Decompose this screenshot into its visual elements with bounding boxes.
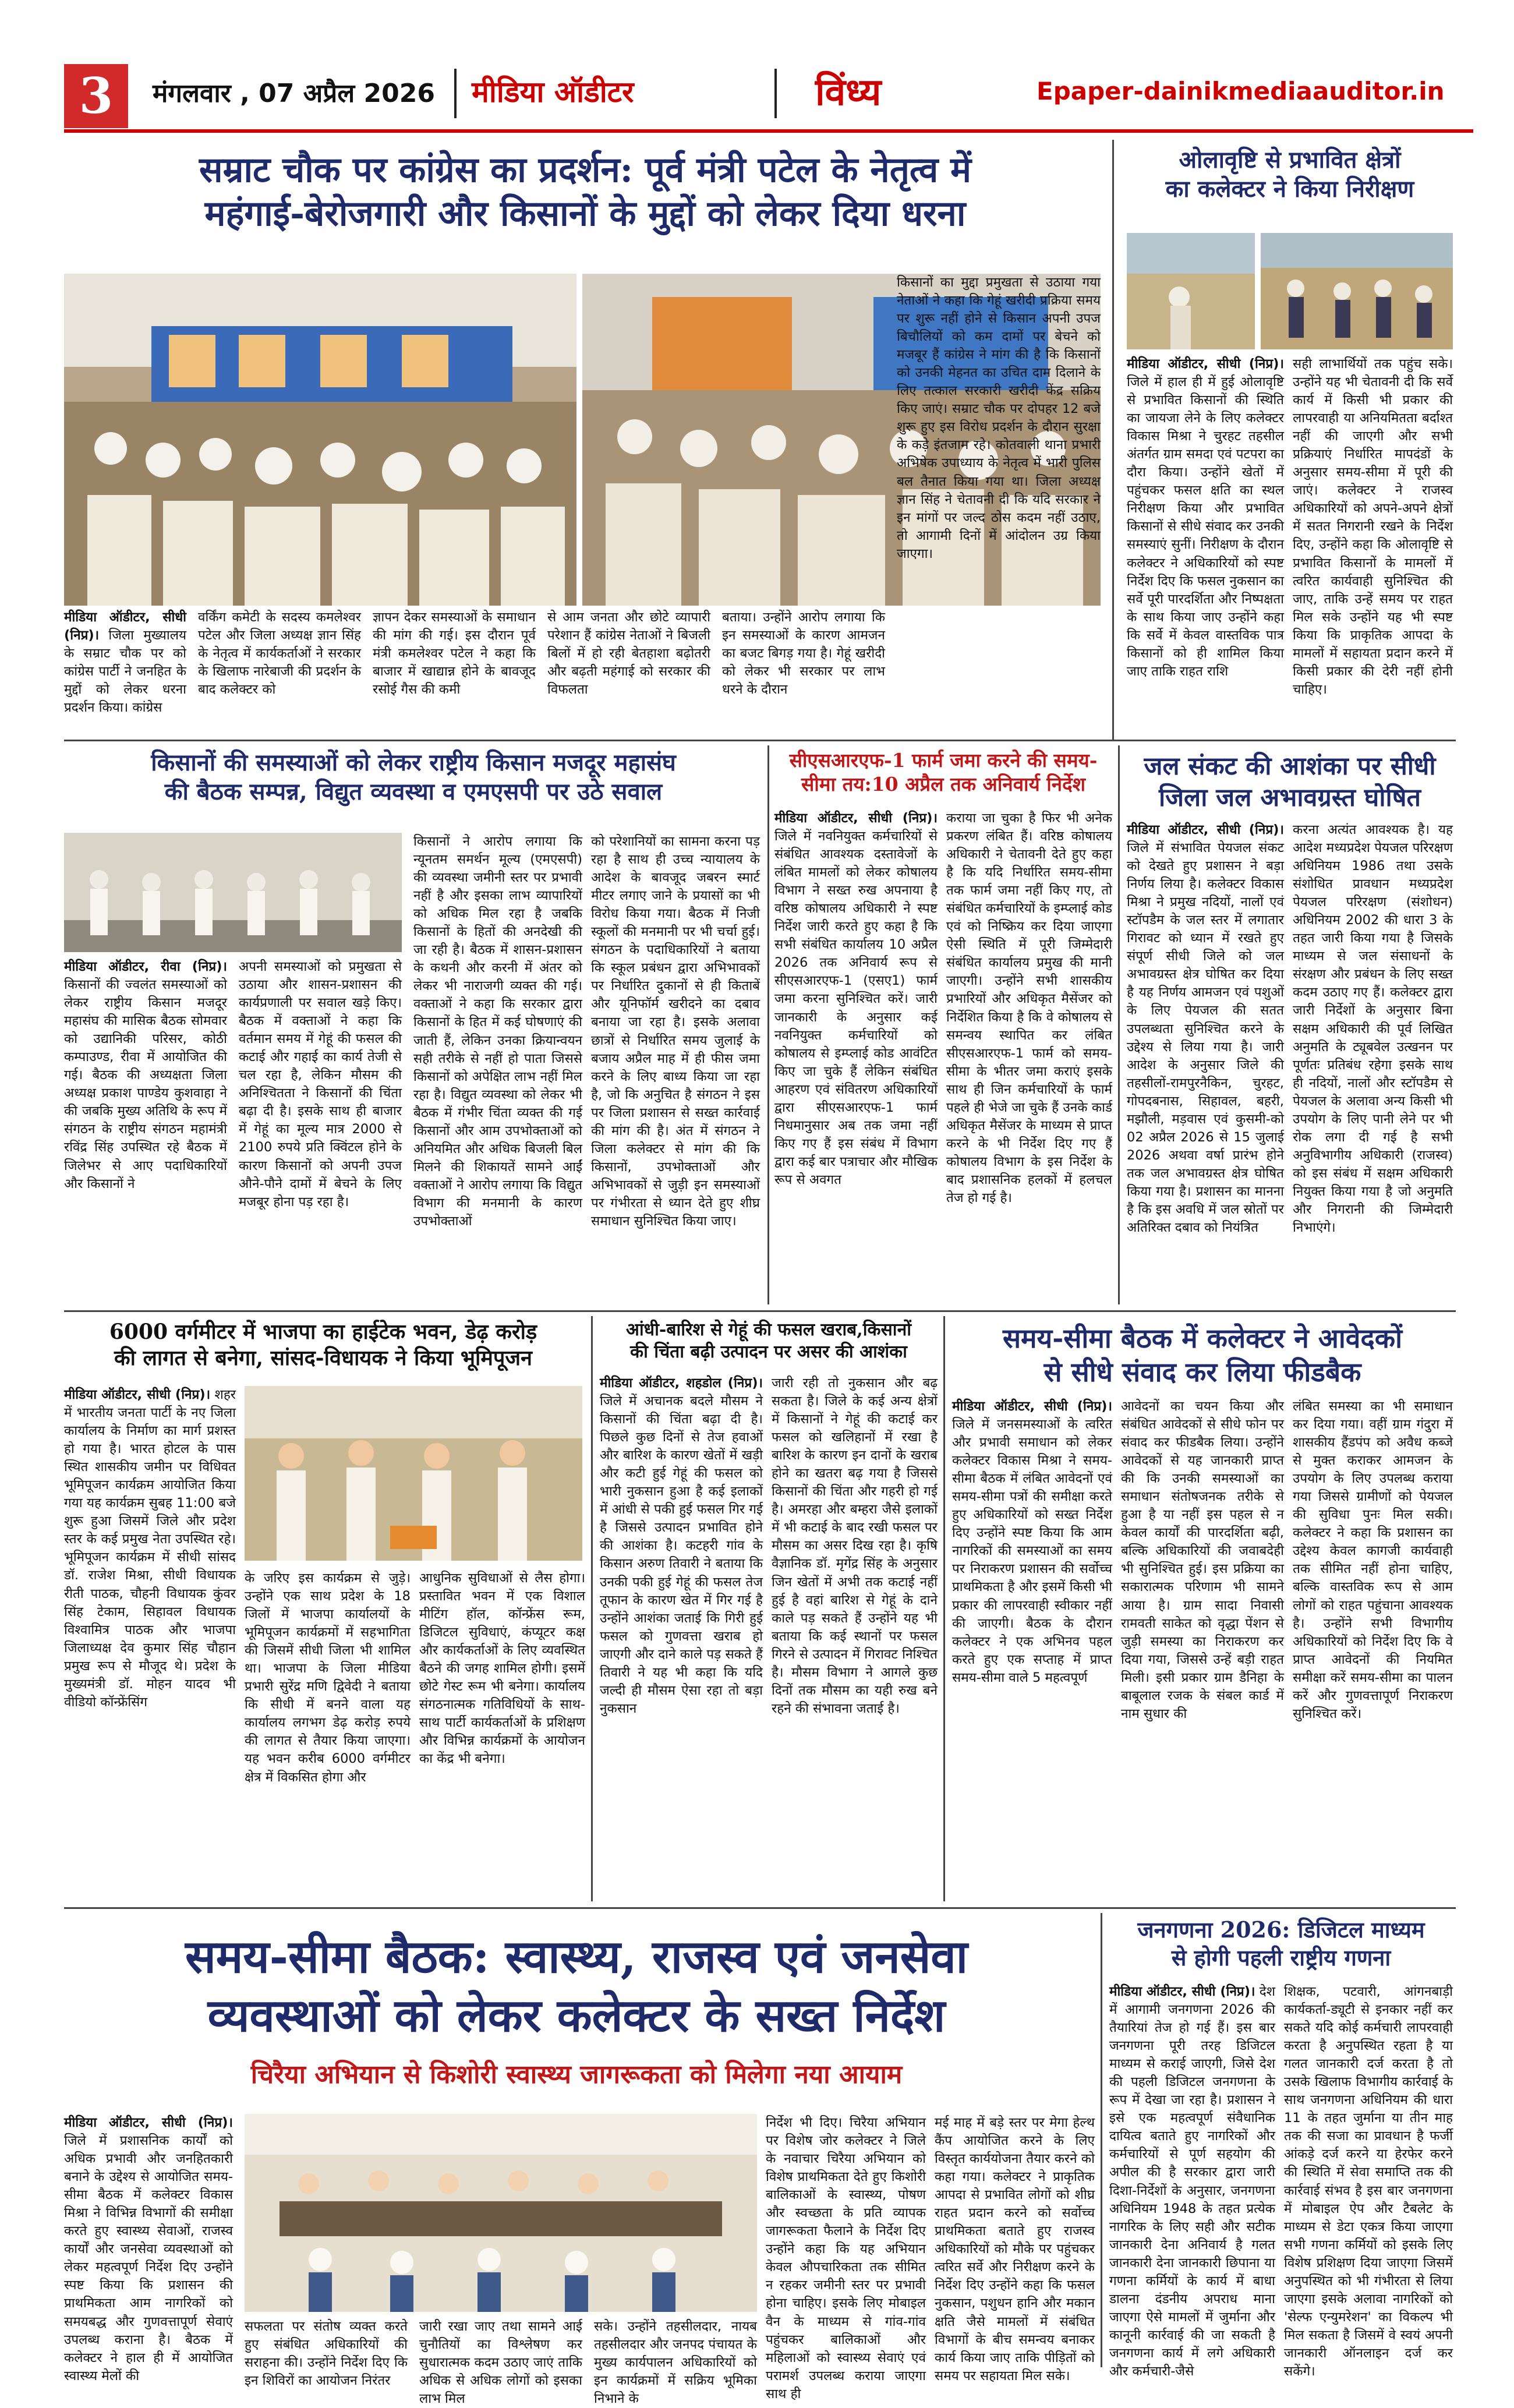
story7-col2: जारी रही तो नुकसान और बढ़ सकता है। जिले के कई अन्य क्षेत्रों में किसानों ने गेहूं की कटाई कर फसल को खलिहानों में रखा है बारिश के कारण इन दानों के खराब होने का खतरा बढ़ गया है जिससे किसानों की चिंता और गहरी हो गई है। अमरहा और बम्हरा जैसे इलाकों में भी कटाई के बाद रखी फसल पर मौसम का असर दिख रहा है। कृषि वैज्ञानिक डॉ. मृगेंद्र सिंह के अनुसार जिन खेतों में अभी तक कटाई नहीं हुई है वहां बारिश से गेहूं के दाने काले पड़ सकते हैं उन्होंने यह भी बताया कि कई स्थानों पर फसल गिरने से उत्पादन में गिरावट निश्चित है। मौसम विभाग ने आगले कुछ दिनों तक मौसम का यही रुख बने रहने की संभावना जताई है।: [772, 1376, 938, 1716]
story3-col1-text: किसानों की ज्वलंत समस्याओं को लेकर राष्ट्रीय किसान मजदूर महासंघ की मासिक बैठक सोमवार को उद्यानिकी परिसर, कोठी कम्पाउण्ड, रीवा में आयोजित की गई। बैठक की अध्यक्षता जिला अध्यक्ष प्रकाश पाण्डेय कुशवाहा ने की जबकि मुख्य अतिथि के रूप में संगठन के राष्ट्रीय संगठन महामंत्री रविंद्र सिंह उपस्थित रहे बैठक में जिलेभर से आए पदाधिकारियों और किसानों ने: [64, 977, 227, 1191]
story6-col3: आधुनिक सुविधाओं से लैस होगा। प्रस्तावित भवन में एक विशाल मीटिंग हॉल, कॉन्फ्रेंस रूम, डिजिटल सुविधाएं, कंप्यूटर कक्ष और कार्यकर्ताओं के लिए व्यवस्थित बैठने की जगह शामिल होगी। इसमें छोटे गेस्ट रूम भी बनेगा। कार्यालय संगठनात्मक गतिविधियों के साथ-साथ पार्टी कार्यकर्ताओं के प्रशिक्षण और विभिन्न कार्यक्रमों के आयोजन का केंद्र भी बनेगा।: [419, 1571, 585, 1767]
story3-col3: किसानों ने आरोप लगाया कि न्यूनतम समर्थन मूल्य (एमएसपी) की व्यवस्था जमीनी स्तर पर प्रभावी नहीं है और इसका लाभ व्यापारियों को अधिक मिल रहा है जबकि किसानों के हितों की अनदेखी की जा रही है। बैठक में शासन-प्रशासन के कथनी और करनी में अंतर को लेकर भी नाराजगी व्यक्त की गई। वक्ताओं ने कहा कि सरकार द्वारा किसानों के हित में कई घोषणाएं की जाती हैं, लेकिन उनका क्रियान्वयन सही तरीके से नहीं हो पाता जिससे किसानों को अपेक्षित लाभ नहीं मिल रहा है। विद्युत व्यवस्था को लेकर भी बैठक में गंभीर चिंता व्यक्त की गई किसानों और आम उपभोक्ताओं को अनियमित और अधिक बिजली बिल मिलने की शिकायतें सामने आईं वक्ताओं ने आरोप लगाया कि विद्युत विभाग की मनमानी के कारण उपभोक्ताओं: [413, 834, 582, 1229]
story9-col5: निर्देश भी दिए। चिरैया अभियान पर विशेष जोर कलेक्टर ने जिले के नवाचार चिरैया अभियान को विशेष प्राथमिकता देते हुए किशोरी बालिकाओं के स्वास्थ्य, पोषण और स्वच्छता के प्रति व्यापक जागरूकता फैलाने के निर्देश दिए उन्होंने कहा कि यह अभियान केवल औपचारिकता तक सीमित न रहकर जमीनी स्तर पर प्रभावी होना चाहिए। इसके लिए मोबाइल वैन के माध्यम से गांव-गांव पहुंचकर बालिकाओं और महिलाओं को स्वास्थ्य सेवाएं एवं परामर्श उपलब्ध कराया जाएगा साथ ही: [766, 2115, 926, 2402]
story4-col1: [774, 809, 938, 1304]
story8-headline-line1: समय-सीमा बैठक में कलेक्टर ने आवेदकों: [1002, 1323, 1403, 1354]
story7-col1: [600, 1374, 763, 1901]
section-name: विंध्य: [815, 70, 882, 114]
story1-headline: [70, 148, 1101, 236]
story1-col3: ज्ञापन देकर समस्याओं के समाधान की मांग की गई। इस दौरान पूर्व मंत्री कमलेश्वर पटेल ने कहा कि बाजार में खाद्यान्न होने के बावजूद रसोई गैस की कमी: [373, 610, 536, 698]
issue-date: मंगलवार , 07 अप्रैल 2026: [153, 79, 435, 108]
column-divider: [591, 1316, 593, 1901]
story5-col2: करना अत्यंत आवश्यक है। यह आदेश मध्यप्रदेश पेयजल परिरक्षण अधिनियम 1986 तथा उसके संशोधित प्रावधान मध्यप्रदेश पेयजल परिरक्षण (संशोधन) अधिनियम 2002 की धारा 3 के तहत जारी किया गया है जिसके माध्यम से जल संसाधनों के संरक्षण और प्रबंधन के लिए सख्त कदम उठाए गए हैं। कलेक्टर द्वारा जारी निर्देशों के अनुसार बिना सक्षम अधिकारी की पूर्व लिखित अनुमति के ट्यूबवेल उत्खनन पर पूर्णतः प्रतिबंध रहेगा इसके साथ ही नदियों, नालों और स्टॉपडैम से पेयजल के अलावा अन्य किसी भी उपयोग के लिए पानी लेने पर भी रोक लगा दी गई है सभी अनुविभागीय अधिकारी (राजस्व) को इस संबंध में सक्षम अधिकारी नियुक्त किया गया है जो अनुमति और निगरानी की जिम्मेदारी निभाएंगे।: [1293, 822, 1453, 1236]
story9-headline-line1: समय-सीमा बैठक: स्वास्थ्य, राजस्व एवं जनसेवा: [185, 1930, 968, 1983]
story10-byline: मीडिया ऑडीटर, सीधी (निप्र)।: [1109, 1984, 1255, 1999]
story3-col4: को परेशानियों का सामना करना पड़ रहा है साथ ही उच्च न्यायालय के आदेश के बावजूद जबरन स्मार्ट मीटर लगाए जाने के प्रयासों का भी विरोध किया गया। बैठक में निजी स्कूलों की मनमानी पर भी चर्चा हुई। संगठन के पदाधिकारियों ने बताया कि स्कूल प्रबंधन द्वारा अभिभावकों पर निर्धारित दुकानों से ही किताबें और यूनिफॉर्म खरीदने का दबाव बनाया जा रहा है। इसके अलावा छात्रों से निर्धारित समय जुलाई के बजाय अप्रैल माह में ही फीस जमा करने के लिए बाध्य किया जा रहा है, जो कि अनुचित है संगठन ने इस पर जिला प्रशासन से सख्त कार्रवाई की मांग की है। अंत में संगठन ने जिला कलेक्टर से मांग की कि किसानों, उपभोक्ताओं और अभिभावकों से जुड़ी इन समस्याओं पर गंभीरता से ध्यान देते हुए शीघ्र समाधान सुनिश्चित किया जाए।: [591, 834, 760, 1229]
section-divider: [64, 1907, 1456, 1909]
story2-col1: [1127, 355, 1284, 734]
story6-headline-line2: की लागत से बनेगा, सांसद-विधायक ने किया भूमिपूजन: [114, 1346, 533, 1370]
story6-col2: के जरिए इस कार्यक्रम से जुड़े। उन्होंने एक साथ प्रदेश के 18 जिलों में भाजपा कार्यालयों के भूमिपूजन कार्यक्रमों में सहभागिता की जिसमें सीधी जिला भी शामिल था। भाजपा के जिला मीडिया प्रभारी सुरेंद्र मणि द्विवेदी ने बताया कि सीधी में बनने वाला यह कार्यालय लगभग डेढ़ करोड़ रुपये की लागत से तैयार किया जाएगा। यह भवन करीब 6000 वर्गमीटर क्षेत्र में विकसित होगा और: [245, 1571, 411, 1785]
story5-byline: मीडिया ऑडीटर, सीधी (निप्र)।: [1127, 822, 1284, 837]
story3-headline: [64, 748, 763, 807]
story3-col2: अपनी समस्याओं को प्रमुखता से उठाया और शासन-प्रशासन की कार्यप्रणाली पर सवाल खड़े किए। बैठक में वक्ताओं ने कहा कि वर्तमान समय में गेहूं की फसल की कटाई और गहाई का कार्य तेजी से चल रहा है, लेकिन मौसम की अनिश्चितता ने किसानों की चिंता बढ़ा दी है। इसके साथ ही बाजार में गेहूं का मूल्य मात्र 2000 से 2100 रुपये प्रति क्विंटल होने के कारण किसानों को अपनी उपज औने-पौने दामों में बेचने के लिए मजबूर होना पड़ रहा है।: [239, 959, 402, 1210]
story10-headline: [1109, 1916, 1453, 1971]
story8-byline: मीडिया ऑडीटर, सीधी (निप्र)।: [952, 1399, 1112, 1414]
story8-col3: लंबित समस्या का भी समाधान कर दिया गया। वहीं ग्राम गंदुरा में शासकीय हैंडपंप को अवैध कब्जे से मुक्त कराकर आमजन के उपयोग के लिए उपलब्ध कराया गया जिससे ग्रामीणों को पेयजल की सुविधा पुनः मिल सकी। कलेक्टर ने कहा कि प्रशासन का उद्देश्य केवल कागजी कार्यवाही तक सीमित नहीं होना चाहिए, बल्कि वास्तविक रूप से आम लोगों को राहत पहुंचाना आवश्यक है। उन्होंने सभी विभागीय अधिकारियों को निर्देश दिए कि वे प्राप्त आवेदनों की नियमित समीक्षा करें समय-सीमा का पालन करें और गुणवत्तापूर्ण निराकरण सुनिश्चित करें।: [1293, 1399, 1453, 1721]
story2-headline-line1: ओलावृष्टि से प्रभावित क्षेत्रों: [1179, 146, 1401, 174]
story9-col1: [64, 2114, 233, 2384]
story10-col1: [1109, 1983, 1275, 2379]
story9-photo-meeting-hall: [245, 2114, 757, 2312]
story10-col2: शिक्षक, पटवारी, आंगनबाड़ी कार्यकर्ता-ड्यूटी से इनकार नहीं कर सकते यदि कोई कर्मचारी लापरवाही करता है अनुपस्थित रहता है या गलत जानकारी दर्ज करता है तो उसके खिलाफ विभागीय कार्रवाई के साथ जनगणना अधिनियम की धारा 11 के तहत जुर्माना या तीन माह तक की सजा का प्रावधान है फर्जी आंकड़े दर्ज करने या हेरफेर करने की स्थिति में सेवा समाप्ति तक की कार्रवाई संभव है इस बार जनगणना में मोबाइल ऐप और टैबलेट के माध्यम से डेटा एकत्र किया जाएगा सभी गणना कर्मियों को इसके लिए विशेष प्रशिक्षण दिया जाएगा जिसमें अनुपस्थित को भी गंभीरता से लिया जाएगा इसके अलावा नागरिकों को 'सेल्फ एन्युमरेशन' का विकल्प भी मिल सकता है जिसमें वे स्वयं अपनी जानकारी ऑनलाइन दर्ज कर सकेंगे।: [1284, 1984, 1453, 2379]
paper-name: मीडिया ऑडीटर: [472, 75, 634, 109]
section-divider: [64, 1310, 1456, 1312]
story4-headline-line1: सीएसआरएफ-1 फार्म जमा करने की समय-: [789, 749, 1098, 772]
story9-headline-line2: व्यवस्थाओं को लेकर कलेक्टर के सख्त निर्देश: [207, 1989, 946, 2043]
story10-headline-line2: से होगी पहली राष्ट्रीय गणना: [1171, 1944, 1391, 1971]
story2-photo-field-left: [1127, 233, 1255, 349]
story9-col4: सके। उन्होंने तहसीलदार, नायब तहसीलदार और जनपद पंचायत के मुख्य कार्यपालन अधिकारियों को इन कार्यक्रमों में सक्रिय भूमिका निभाने के: [594, 2319, 757, 2407]
story1-col6: किसानों का मुद्दा प्रमुखता से उठाया गया नेताओं ने कहा कि गेहूं खरीदी प्रक्रिया समय पर शुरू नहीं होने से किसान अपनी उपज बिचौलियों को कम दामों पर बेचने को मजबूर हैं कांग्रेस ने मांग की है कि किसानों को उनकी मेहनत का उचित दाम दिलाने के लिए तत्काल सरकारी खरीदी केंद्र सक्रिय किए जाएं। सम्राट चौक पर दोपहर 12 बजे शुरू हुए इस विरोध प्रदर्शन के दौरान सुरक्षा के कड़े इंतजाम रहे। कोतवाली थाना प्रभारी अभिषेक उपाध्याय के नेतृत्व में भारी पुलिस बल तैनात किया गया था। जिला अध्यक्ष ज्ञान सिंह ने चेतावनी दी कि यदि सरकार ने इन मांगों पर जल्द ठोस कदम नहीं उठाए, तो आगामी दिनों में आंदोलन उग्र किया जाएगा।: [897, 275, 1101, 561]
story6-col1-text: शहर में भारतीय जनता पार्टी के नए जिला कार्यालय के निर्माण का मार्ग प्रशस्त हो गया है। भारत होटल के पास स्थित शासकीय जमीन पर विधिवत भूमिपूजन कार्यक्रम आयोजित किया गया यह कार्यक्रम सुबह 11:00 बजे शुरू हुआ जिसमें जिले और प्रदेश स्तर के कई प्रमुख नेता उपस्थित रहे। भूमिपूजन कार्यक्रम में सीधी सांसद डॉ. राजेश मिश्रा, सीधी विधायक रीती पाठक, चौहनी विधायक कुंवर सिंह टेकाम, सिहावल विधायक विश्वामित्र पाठक और भाजपा जिलाध्यक्ष देव कुमार सिंह चौहान प्रमुख रूप से मौजूद थे। प्रदेश के मुख्यमंत्री डॉ. मोहन यादव भी वीडियो कॉन्फ्रेंसिंग: [64, 1387, 236, 1710]
story5-headline-line1: जल संकट की आशंका पर सीधी: [1144, 752, 1436, 781]
story5-headline: [1127, 751, 1453, 814]
story6-col1: [64, 1386, 236, 1901]
story1-col2: वर्किंग कमेटी के सदस्य कमलेश्वर पटेल और जिला अध्यक्ष ज्ञान सिंह के नेतृत्व में कार्यकर्ताओं ने सरकार के खिलाफ नारेबाजी की प्रदर्शन के बाद कलेक्टर को: [198, 610, 361, 698]
story4-col2: कराया जा चुका है फिर भी अनेक प्रकरण लंबित हैं। वरिष्ठ कोषालय अधिकारी ने चेतावनी देते हुए कहा है कि यदि निर्धारित समय-सीमा तक फार्म जमा नहीं किए गए, तो संबंधित कर्मचारियों के इम्प्लाई कोड एवं को निष्क्रिय कर दिया जाएगा ऐसी स्थिति में पूरी जिम्मेदारी संबंधित कार्यालय प्रमुख की मानी जाएगी। उन्होंने सभी शासकीय प्रभारियों और अधिकृत मैसेंजर को निर्देशित किया है कि वे कोषालय से समन्वय स्थापित कर लंबित सीएसआरएफ-1 फार्म को समय-सीमा के भीतर जमा कराएं इसके साथ ही जिन कर्मचारियों के फार्म पहले ही भेजे जा चुके हैं उनके कार्ड अधिकृत मैसेंजर के माध्यम से प्राप्त करने के भी निर्देश दिए गए हैं कोषालय विभाग के इस निर्देश के बाद प्रशासनिक हलकों में हलचल तेज हो गई है।: [946, 811, 1112, 1205]
website-link[interactable]: Epaper-dainikmediaauditor.in: [1037, 77, 1445, 105]
masthead-divider: [774, 69, 777, 118]
story7-headline: [600, 1319, 938, 1363]
story5-col1: [1127, 821, 1284, 1304]
story8-col2: आवेदनों का चयन किया और संबंधित आवेदकों से सीधे फोन पर संवाद कर फीडबैक लिया। उन्होंने आवेदकों से यह जानकारी प्राप्त की कि उनकी समस्याओं का समाधान संतोषजनक तरीके से हुआ है या नहीं इस पहल से न केवल कार्यों की पारदर्शिता बढ़ी, बल्कि अधिकारियों की जवाबदेही भी सुनिश्चित हुई। इस प्रक्रिया का सकारात्मक परिणाम भी सामने आया है। ग्राम सादा निवासी रामवती साकेत को वृद्धा पेंशन से जुड़ी समस्या का निराकरण कर दिया गया, जिससे उन्हें बड़ी राहत मिली। इसी प्रकार ग्राम डैनिहा के बाबूलाल रजक के संबल कार्ड में नाम सुधार की: [1121, 1399, 1284, 1721]
story9-subheadline: चिरैया अभियान से किशोरी स्वास्थ्य जागरूकता को मिलेगा नया आयाम: [250, 2060, 903, 2089]
story1-photo-protest: [64, 274, 576, 606]
story6-headline: [64, 1319, 582, 1371]
column-divider: [767, 745, 769, 1304]
story10-col1-text: देश में आगामी जनगणना 2026 की तैयारियां तेज हो गई हैं। इस बार जनगणना पूरी तरह डिजिटल माध्यम से कराई जाएगी, जिसे देश की पहली डिजिटल जनगणना के रूप में देखा जा रहा है। प्रशासन ने इसे एक महत्वपूर्ण संवैधानिक दायित्व बताते हुए नागरिकों और कर्मचारियों से पूर्ण सहयोग की अपील की है सरकार द्वारा जारी दिशा-निर्देशों के अनुसार, जनगणना अधिनियम 1948 के तहत प्रत्येक नागरिक के लिए सही और सटीक जानकारी देना अनिवार्य है गलत जानकारी देना जानकारी छिपाना या गणना कर्मियों के कार्य में बाधा डालना दंडनीय अपराध माना जाएगा ऐसे मामलों में जुर्माना और कानूनी कार्रवाई की जा सकती है जनगणना कार्य में लगे अधिकारी और कर्मचारी-जैसे: [1109, 1984, 1275, 2379]
story2-byline: मीडिया ऑडीटर, सीधी (निप्र)।: [1127, 356, 1284, 372]
story2-headline-line2: का कलेक्टर ने किया निरीक्षण: [1165, 175, 1414, 203]
column-divider: [1101, 1913, 1102, 2367]
story3-headline-line2: की बैठक सम्पन्न, विद्युत व्यवस्था व एमएसपी पर उठे सवाल: [164, 778, 663, 805]
column-divider: [1112, 140, 1114, 740]
story9-headline: [64, 1928, 1089, 2046]
story1-col1-text: जिला मुख्यालय के सम्राट चौक पर को कांग्रेस पार्टी ने जनहित के मुद्दों को लेकर धरना प्रदर्शन किया। कांग्रेस: [64, 628, 186, 716]
story1-headline-line1: सम्राट चौक पर कांग्रेस का प्रदर्शन: पूर्व मंत्री पटेल के नेतृत्व में: [199, 150, 971, 190]
story2-headline: [1127, 146, 1453, 204]
story10-headline-line1: जनगणना 2026: डिजिटल माध्यम: [1137, 1917, 1425, 1943]
story7-col1-text: जिले में अचानक बदले मौसम ने किसानों की चिंता बढ़ा दी है। पिछले कुछ दिनों से तेज हवाओं और बारिश के कारण खेतों में खड़ी और कटी हुई गेहूं की फसल को भारी नुकसान हुआ है कई इलाकों में आंधी से पकी हुई फसल गिर गई है जिससे उत्पादन प्रभावित होने की आशंका है। कटहरी गांव के किसान अरुण तिवारी ने बताया कि उनकी पकी हुई गेहूं की फसल तेज तूफान के कारण खेत में गिर गई है उन्होंने आशंका जताई कि गिरी हुई फसल को गुणवत्ता खराब हो जाएगी और दाने काले पड़ सकते हैं तिवारी ने यह भी कहा कि यदि जल्दी ही मौसम ऐसा रहा तो बड़ा नुकसान: [600, 1394, 763, 1716]
story4-byline: मीडिया ऑडीटर, सीधी (निप्र)।: [774, 811, 938, 826]
story9-col3: जारी रखा जाए तथा सामने आई चुनौतियों का विश्लेषण कर सुधारात्मक कदम उठाए जाएं ताकि अधिक से अधिक लोगों को इसका लाभ मिल: [419, 2319, 582, 2407]
story7-headline-line2: की चिंता बढ़ी उत्पादन पर असर की आशंका: [630, 1341, 907, 1362]
story2-col2: सही लाभार्थियों तक पहुंच सके। उन्होंने यह भी चेतावनी दी कि सर्वे कार्य में किसी भी प्रकार की लापरवाही या अनियमितता बर्दाश्त नहीं की जाएगी और सभी प्रक्रियाएं निर्धारित मापदंडों के अनुसार समय-सीमा में पूरी की जाएं। कलेक्टर ने राजस्व अधिकारियों को अपने-अपने क्षेत्रों में सतत निगरानी रखने के निर्देश दिए, उन्होंने कहा कि ओलावृष्टि से प्रभावित किसानों के मामलों में त्वरित कार्यवाही सुनिश्चित की जाए, ताकि उन्हें समय पर राहत मिल सके उन्होंने यह भी स्पष्ट किया कि प्राकृतिक आपदा के मामलों में सहायता प्रदान करने में किसी प्रकार की देरी नहीं होनी चाहिए।: [1293, 356, 1453, 697]
story8-col1: [952, 1398, 1112, 1901]
story6-headline-line1: 6000 वर्गमीटर में भाजपा का हाईटेक भवन, डेढ़ करोड़: [109, 1320, 537, 1344]
story3-col1: [64, 958, 227, 1304]
column-divider: [1118, 745, 1120, 1304]
story1-headline-line2: महंगाई-बेरोजगारी और किसानों के मुद्दों को लेकर दिया धरना: [204, 193, 966, 234]
story8-headline-line2: से सीधे संवाद कर लिया फीडबैक: [1043, 1356, 1361, 1388]
story4-col1-text: जिले में नवनियुक्त कर्मचारियों से संबंधित आवश्यक दस्तावेजों के लंबित मामलों को लेकर कोषालय विभाग ने सख्त रुख अपनाया है वरिष्ठ कोषालय अधिकारी ने स्पष्ट निर्देश जारी करते हुए कहा है कि सभी संबंधित कार्यालय 10 अप्रैल 2026 तक अनिवार्य रूप से सीएसआरएफ-1 (एसए1) फार्म जमा करना सुनिश्चित करें। जारी जानकारी के अनुसार कई नवनियुक्त कर्मचारियों को कोषालय से इम्प्लाई कोड आवंटित किए जा चुके हैं लेकिन संबंधित आहरण एवं संवितरण अधिकारियों द्वारा सीएसआरएफ-1 फार्म निधमानुसार अब तक जमा नहीं किए गए हैं इस संबंध में विभाग द्वारा कई बार पत्राचार और मौखिक रूप से अवगत: [774, 829, 938, 1187]
page-number: 3: [64, 64, 128, 128]
story8-col1-text: जिले में जनसमस्याओं के त्वरित और प्रभावी समाधान को लेकर कलेक्टर विकास मिश्रा ने समय-सीमा बैठक में लंबित आवेदनों एवं समय-सीमा पत्रों की समीक्षा करते हुए अधिकारियों को सख्त निर्देश दिए उन्होंने स्पष्ट किया कि आम नागरिकों की समस्याओं का समय पर निराकरण प्रशासन की सर्वोच्च प्राथमिकता है और इसमें किसी भी प्रकार की लापरवाही स्वीकार नहीं की जाएगी। बैठक के दौरान कलेक्टर ने एक अभिनव पहल करते हुए एक सप्ताह में प्राप्त समय-सीमा वाले 5 महत्वपूर्ण: [952, 1417, 1112, 1685]
story9-col2: सफलता पर संतोष व्यक्त करते हुए संबंधित अधिकारियों की सराहना की। उन्होंने निर्देश दिए कि इन शिविरों का आयोजन निरंतर: [245, 2319, 408, 2389]
story9-col1-text: जिले में प्रशासनिक कार्यों को अधिक प्रभावी और जनहितकारी बनाने के उद्देश्य से आयोजित समय-सीमा बैठक में कलेक्टर विकास मिश्रा ने विभिन्न विभागों की समीक्षा करते हुए स्वास्थ्य सेवाओं, राजस्व कार्यों और जनसेवा व्यवस्थाओं को लेकर महत्वपूर्ण निर्देश दिए उन्होंने स्पष्ट किया कि प्रशासन की प्राथमिकता आम नागरिकों को समयबद्ध और गुणवत्तापूर्ण सेवाएं उपलब्ध कराना है। बैठक में कलेक्टर ने हाल ही में आयोजित स्वास्थ्य मेलों की: [64, 2133, 233, 2384]
story5-headline-line2: जिला जल अभावग्रस्त घोषित: [1159, 783, 1421, 812]
story1-col4: से आम जनता और छोटे व्यापारी परेशान हैं कांग्रेस नेताओं ने बिजली बिलों में हो रही बेतहाशा बढ़ोतरी और बढ़ती महंगाई को सरकार की विफलता: [547, 610, 710, 698]
story6-byline: मीडिया ऑडीटर, सीधी (निप्र)।: [64, 1387, 211, 1402]
story2-photo-field-right: [1261, 233, 1453, 349]
story3-photo-meeting: [64, 833, 402, 952]
story4-headline: [774, 748, 1112, 797]
story3-byline: मीडिया ऑडीटर, रीवा (निप्र)।: [64, 959, 227, 974]
story1-byline: मीडिया ऑडीटर, सीधी (निप्र)।: [64, 610, 186, 643]
story4-headline-line2: सीमा तय:10 अप्रैल तक अनिवार्य निर्देश: [801, 773, 1086, 796]
story9-col6: मई माह में बड़े स्तर पर मेगा हेल्थ कैंप आयोजित करने के लिए विस्तृत कार्ययोजना तैयार करने को कहा गया। कलेक्टर ने प्राकृतिक आपदा से प्रभावित लोगों को शीघ्र राहत प्रदान करने को सर्वोच्च प्राथमिकता बताते हुए राजस्व अधिकारियों को मौके पर पहुंचकर त्वरित सर्वे और निरीक्षण करने के निर्देश दिए उन्होंने कहा कि फसल नुकसान, पशुधन हानि और मकान क्षति जैसे मामलों में संबंधित विभागों के बीच समन्वय बनाकर कार्य किया जाए ताकि पीड़ितों को समय पर सहायता मिल सके।: [935, 2115, 1095, 2384]
story7-headline-line1: आंधी-बारिश से गेहूं की फसल खराब,किसानों: [626, 1320, 911, 1340]
story3-headline-line1: किसानों की समस्याओं को लेकर राष्ट्रीय किसान मजदूर महासंघ: [151, 749, 676, 776]
story2-col1-text: जिले में हाल ही में हुई ओलावृष्टि से प्रभावित किसानों की स्थिति का जायजा लेने के लिए कलेक्टर विकास मिश्रा ने चुरहट तहसील अंतर्गत ग्राम समदा एवं पटपरा का दौरा किया। उन्होंने खेतों में पहुंचकर फसल क्षति का स्थल निरीक्षण किया और प्रभावित किसानों से सीधे संवाद कर उनकी समस्याएं सुनीं। निरीक्षण के दौरान कलेक्टर ने अधिकारियों को स्पष्ट निर्देश दिए कि फसल नुकसान का सर्वे पूरी पारदर्शिता और निष्पक्षता के साथ किया जाए उन्होंने कहा कि सर्वे में केवल वास्तविक पात्र किसानों को ही शामिल किया जाए ताकि राहत राशि: [1127, 374, 1284, 679]
story1-col5: बताया। उन्होंने आरोप लगाया कि इन समस्याओं के कारण आमजन का बजट बिगड़ गया है। गेहूं खरीदी को लेकर भी सरकार पर लाभ धरने के दौरान: [722, 610, 885, 698]
section-divider: [64, 740, 1456, 741]
story7-byline: मीडिया ऑडीटर, शहडोल (निप्र)।: [600, 1376, 763, 1391]
story5-col1-text: जिले में संभावित पेयजल संकट को देखते हुए प्रशासन ने बड़ा निर्णय लिया है। कलेक्टर विकास मिश्रा ने प्रमुख नदियों, नालों एवं स्टॉपडैम के जल स्तर में लगातार गिरावट को ध्यान में रखते हुए संपूर्ण सीधी जिले को जल अभावग्रस्त क्षेत्र घोषित कर दिया है यह निर्णय आमजन एवं पशुओं के लिए पेयजल की सतत उपलब्धता सुनिश्चित करने के उद्देश्य से लिया गया है। जारी आदेश के अनुसार जिले की तहसीलों-रामपुरनैकिन, चुरहट, गोपदबनास, सिहावल, बहरी, मझौली, मड़वास एवं कुसमी-को 02 अप्रैल 2026 से 15 जुलाई 2026 अथवा वर्षा प्रारंभ होने तक जल अभावग्रस्त क्षेत्र घोषित किया गया है। प्रशासन का मानना है कि इस अवधि में जल स्रोतों पर अतिरिक्त दबाव को नियंत्रित: [1127, 840, 1284, 1236]
column-divider: [943, 1316, 945, 1901]
story8-headline: [952, 1322, 1453, 1389]
masthead-divider: [454, 69, 457, 118]
masthead-rule: [64, 129, 1473, 133]
story6-photo-bhoomipujan: [245, 1386, 582, 1561]
story9-byline: मीडिया ऑडीटर, सीधी (निप्र)।: [64, 2115, 233, 2130]
story1-col1: [64, 609, 186, 731]
